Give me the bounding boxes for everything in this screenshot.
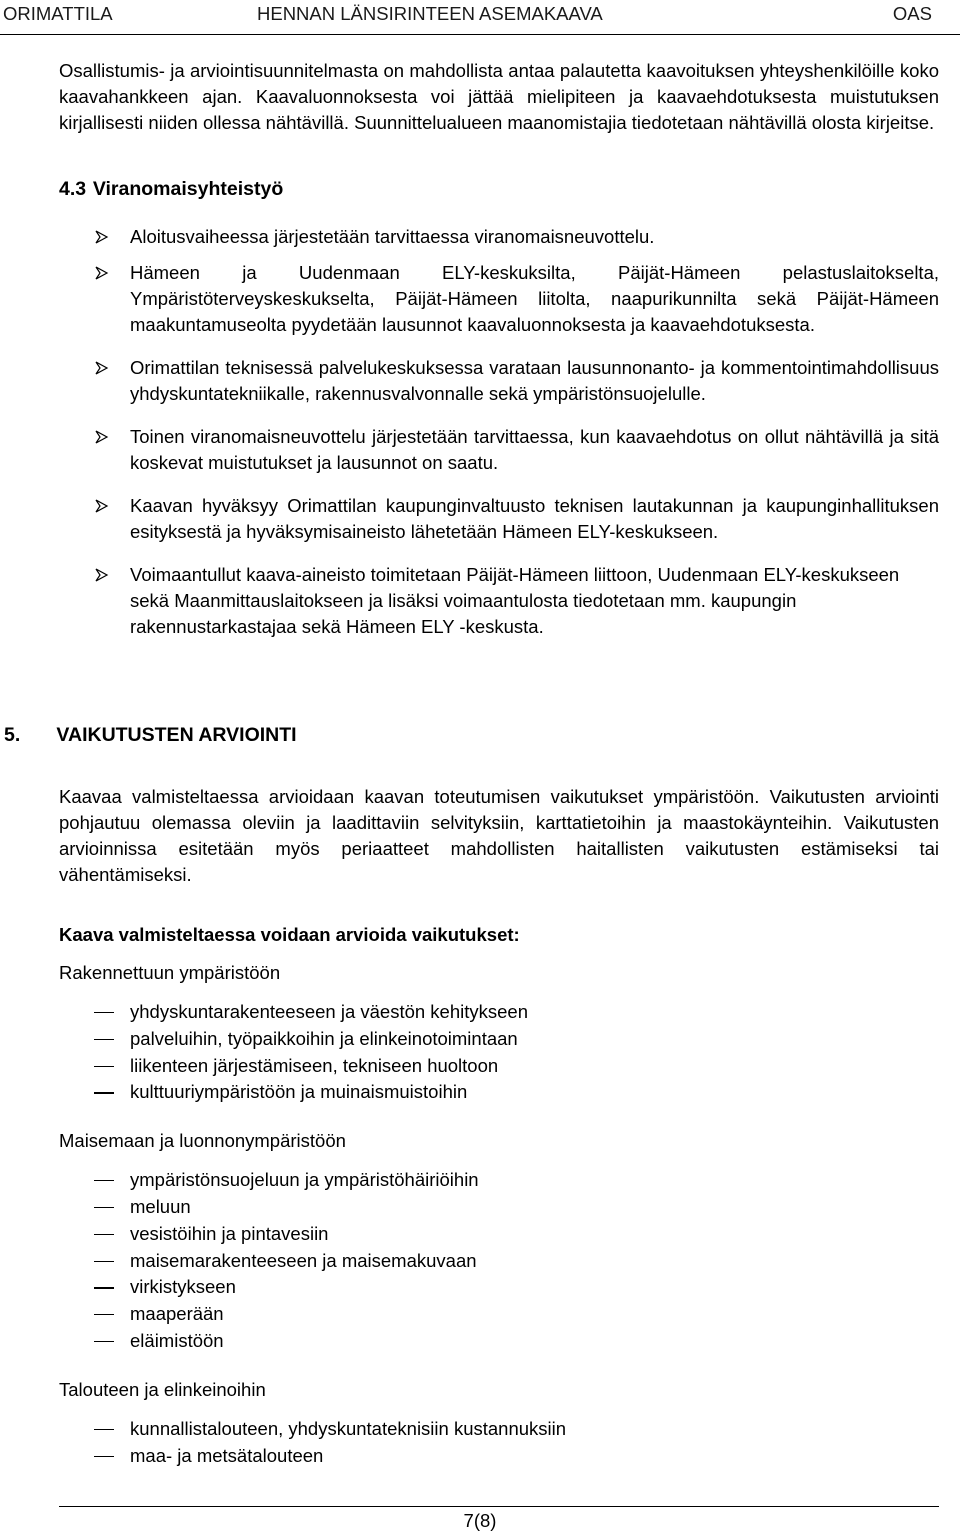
dash-bullet-icon	[94, 1429, 114, 1430]
impact-assessment-paragraph: Kaavaa valmisteltaessa arvioidaan kaavan toteutumisen vaikutukset ympäristöön. Vaikutusten arviointi pohjautuu olemassa oleviin ja laadittaviin selvityksiin, karttatietoihin ja maastokäynteihin. Vaikutusten arvioinnissa esitetään myös periaatteet mahdollisten haitallisten vaikutusten estämiseksi tai vähentämiseksi.	[59, 786, 939, 885]
section-4-3-heading	[59, 176, 939, 202]
section-title: VAIKUTUSTEN ARVIOINTI	[56, 724, 297, 746]
page-header	[0, 0, 960, 35]
section-number: 4.3	[59, 178, 87, 200]
dash-bullet-icon	[94, 1287, 114, 1288]
list-item: kulttuuriympäristöön ja muinaismuistoihin	[59, 1079, 939, 1106]
dash-bullet-icon	[94, 1314, 114, 1315]
group-title-economy: Talouteen ja elinkeinoihin	[59, 1378, 266, 1400]
header-municipality: ORIMATTILA	[3, 3, 113, 24]
dash-bullet-icon	[94, 1092, 114, 1093]
header-document-type: OAS	[892, 3, 932, 24]
list-item: yhdyskuntarakenteeseen ja väestön kehitykseen	[59, 999, 939, 1026]
group-title-built-environment: Rakennettuun ympäristöön	[59, 962, 281, 983]
arrow-bullet-icon	[95, 424, 111, 450]
economy-list	[59, 1416, 939, 1470]
built-environment-list	[59, 999, 939, 1106]
section-title: Viranomaisyhteistyö	[92, 178, 284, 200]
dash-bullet-icon	[94, 1012, 114, 1013]
dash-bullet-icon	[94, 1234, 114, 1235]
arrow-bullet-icon	[95, 224, 111, 250]
list-item: Toinen viranomaisneuvottelu järjestetään tarvittaessa, kun kaavaehdotus on ollut nähtävillä ja sitä koskevat muistutukset ja lausunnot on saatu.	[59, 424, 939, 476]
authority-cooperation-list	[59, 224, 939, 640]
page-number: 7(8)	[463, 1510, 497, 1531]
list-item: maa- ja metsätalouteen	[59, 1443, 939, 1470]
dash-bullet-icon	[94, 1066, 114, 1067]
dash-bullet-icon	[94, 1207, 114, 1208]
arrow-bullet-icon	[95, 260, 111, 286]
dash-bullet-icon	[94, 1039, 114, 1040]
list-item: Hämeen ja Uudenmaan ELY-keskuksilta, Päijät-Hämeen pelastuslaitokselta, Ympäristöterveyskeskukselta, Päijät-Hämeen liitolta, naapurikunnilta sekä Päijät-Hämeen maakuntamuseolta pyydetään lausunnot kaavaluonnoksesta ja kaavaehdotuksesta.	[59, 260, 939, 338]
group-title-landscape: Maisemaan ja luonnonympäristöön	[59, 1130, 346, 1152]
dash-bullet-icon	[94, 1341, 114, 1342]
list-item: maaperään	[59, 1301, 939, 1328]
list-item: maisemarakenteeseen ja maisemakuvaan	[59, 1248, 939, 1275]
list-item: Voimaantullut kaava-aineisto toimitetaan Päijät-Hämeen liittoon, Uudenmaan ELY-keskukseen sekä Maanmittauslaitokseen ja lisäksi voimaantulosta tiedotetaan mm. kaupungin rakennustarkastajaa sekä Hämeen ELY -keskusta.	[59, 562, 939, 640]
dash-bullet-icon	[94, 1456, 114, 1457]
impact-subheading: Kaava valmisteltaessa voidaan arvioida vaikutukset:	[59, 924, 520, 945]
arrow-bullet-icon	[95, 562, 111, 588]
list-item: Orimattilan teknisessä palvelukeskuksessa varataan lausunnonanto- ja kommentointimahdollisuus yhdyskuntatekniikalle, rakennusvalvonnalle sekä ympäristönsuojelulle.	[59, 355, 939, 407]
dash-bullet-icon	[94, 1180, 114, 1181]
landscape-list	[59, 1167, 939, 1355]
list-item: virkistykseen	[59, 1274, 939, 1301]
header-plan-name: HENNAN LÄNSIRINTEEN ASEMAKAAVA	[257, 3, 603, 24]
section-number: 5.	[4, 724, 21, 746]
list-item: palveluihin, työpaikkoihin ja elinkeinotoimintaan	[59, 1026, 939, 1053]
list-item: eläimistöön	[59, 1328, 939, 1355]
list-item: vesistöihin ja pintavesiin	[59, 1221, 939, 1248]
arrow-bullet-icon	[95, 493, 111, 519]
list-item: ympäristönsuojeluun ja ympäristöhäiriöihin	[59, 1167, 939, 1194]
list-item: Kaavan hyväksyy Orimattilan kaupunginvaltuusto teknisen lautakunnan ja kaupunginhallituksen esityksestä ja hyväksymisaineisto lähetetään Hämeen ELY-keskukseen.	[59, 493, 939, 545]
list-item: liikenteen järjestämiseen, tekniseen huoltoon	[59, 1053, 939, 1080]
document-body	[4, 58, 939, 1469]
section-5-heading	[4, 722, 939, 748]
arrow-bullet-icon	[95, 355, 111, 381]
list-item: kunnallistalouteen, yhdyskuntateknisiin kustannuksiin	[59, 1416, 939, 1443]
list-item: meluun	[59, 1194, 939, 1221]
dash-bullet-icon	[94, 1261, 114, 1262]
list-item: Aloitusvaiheessa järjestetään tarvittaessa viranomaisneuvottelu.	[59, 224, 939, 250]
footer-divider	[59, 1506, 939, 1507]
intro-paragraph: Osallistumis- ja arviointisuunnitelmasta on mahdollista antaa palautetta kaavoituksen yhteyshenkilöille koko kaavahankkeen ajan. Kaavaluonnoksesta voi jättää mielipiteen ja kaavaehdotuksesta muistutuksen kirjallisesti niiden ollessa nähtävillä. Suunnittelualueen maanomistajia tiedotetaan nähtävillä olosta kirjeitse.	[59, 60, 939, 133]
